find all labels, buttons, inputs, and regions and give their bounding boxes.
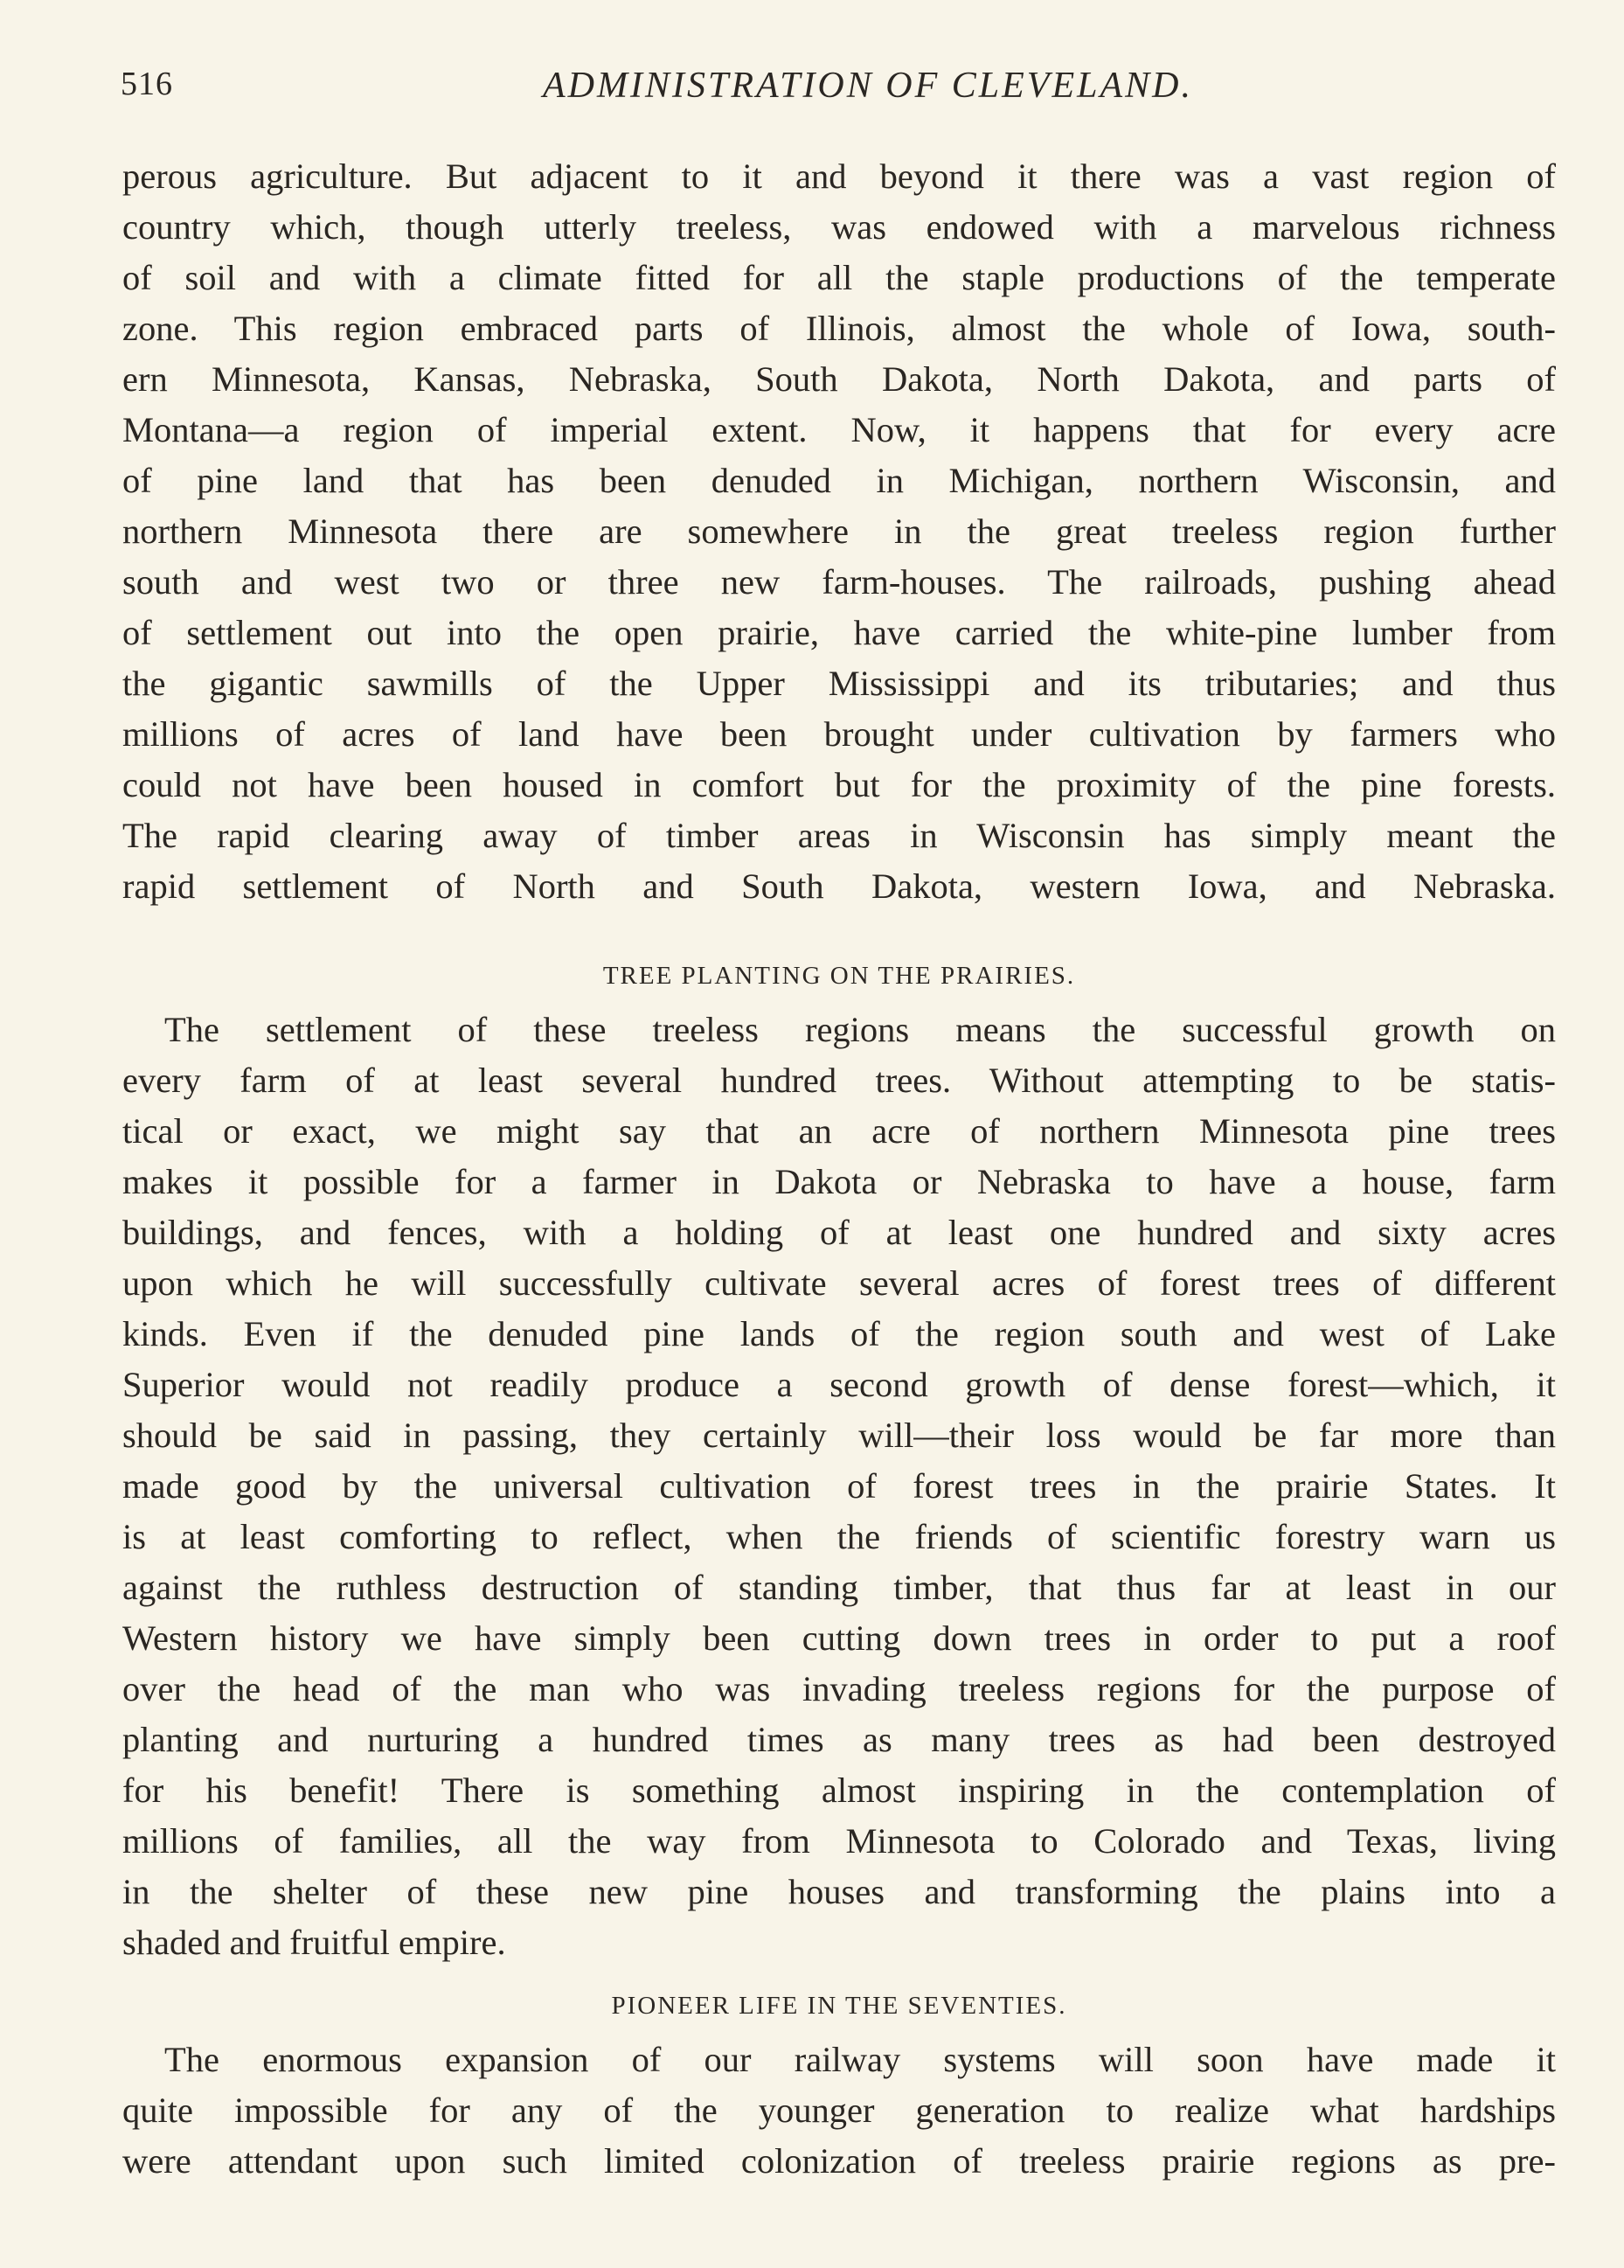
text-line: Superior would not readily produce a second growth of dense forest—which, it	[122, 1365, 1556, 1404]
text-line: could not have been housed in comfort but for the proximity of the pine forests.	[122, 765, 1556, 804]
text-line: against the ruthless destruction of standing timber, that thus far at least in our	[122, 1568, 1556, 1607]
text-line: perous agriculture. But adjacent to it and beyond it there was a vast region of	[122, 157, 1556, 196]
running-title: ADMINISTRATION OF CLEVELAND.	[543, 66, 1193, 106]
running-head	[121, 65, 1563, 117]
text-line: kinds. Even if the denuded pine lands of the region south and west of Lake	[122, 1314, 1556, 1353]
text-line: The settlement of these treeless regions means the successful growth on	[164, 1010, 1556, 1049]
text-line: rapid settlement of North and South Dakota, western Iowa, and Nebraska.	[122, 866, 1556, 906]
text-line: should be said in passing, they certainly will—their loss would be far more than	[122, 1416, 1556, 1455]
text-line: in the shelter of these new pine houses and transforming the plains into a	[122, 1872, 1556, 1911]
section-heading: PIONEER LIFE IN THE SEVENTIES.	[611, 1992, 1067, 2020]
text-line: millions of families, all the way from Minnesota to Colorado and Texas, living	[122, 1821, 1556, 1861]
text-line: zone. This region embraced parts of Illinois, almost the whole of Iowa, south-	[122, 309, 1556, 348]
text-line: for his benefit! There is something almost inspiring in the contemplation of	[122, 1771, 1556, 1810]
text-line: millions of acres of land have been brought under cultivation by farmers who	[122, 714, 1556, 754]
text-line: tical or exact, we might say that an acre of northern Minnesota pine trees	[122, 1111, 1556, 1151]
text-line: Western history we have simply been cutting down trees in order to put a roof	[122, 1618, 1556, 1658]
text-line: planting and nurturing a hundred times as many trees as had been destroyed	[122, 1720, 1556, 1759]
text-line: the gigantic sawmills of the Upper Mississippi and its tributaries; and thus	[122, 664, 1556, 703]
text-line: Montana—a region of imperial extent. Now, it happens that for every acre	[122, 410, 1556, 449]
text-line: shaded and fruitful empire.	[122, 1923, 506, 1962]
text-line: of soil and with a climate fitted for all the staple productions of the temperate	[122, 258, 1556, 297]
text-line: buildings, and fences, with a holding of at least one hundred and sixty acres	[122, 1213, 1556, 1252]
text-line: ern Minnesota, Kansas, Nebraska, South Dakota, North Dakota, and parts of	[122, 359, 1556, 399]
text-line: northern Minnesota there are somewhere in the great treeless region further	[122, 511, 1556, 551]
text-line: quite impossible for any of the younger generation to realize what hardships	[122, 2091, 1556, 2130]
text-line: The enormous expansion of our railway systems will soon have made it	[164, 2040, 1556, 2079]
text-line: every farm of at least several hundred trees. Without attempting to be statis-	[122, 1061, 1556, 1100]
text-line: makes it possible for a farmer in Dakota or Nebraska to have a house, farm	[122, 1162, 1556, 1201]
page-number: 516	[121, 66, 173, 102]
text-line: of settlement out into the open prairie, have carried the white-pine lumber from	[122, 613, 1556, 652]
text-line: is at least comforting to reflect, when the friends of scientific forestry warn us	[122, 1517, 1556, 1556]
text-line: over the head of the man who was invading treeless regions for the purpose of	[122, 1669, 1556, 1708]
text-line: south and west two or three new farm-houses. The railroads, pushing ahead	[122, 562, 1556, 602]
section-heading: TREE PLANTING ON THE PRAIRIES.	[602, 962, 1076, 990]
text-line: country which, though utterly treeless, was endowed with a marvelous richness	[122, 207, 1556, 247]
text-line: upon which he will successfully cultivate several acres of forest trees of different	[122, 1263, 1556, 1303]
text-line: of pine land that has been denuded in Michigan, northern Wisconsin, and	[122, 461, 1556, 500]
text-line: made good by the universal cultivation of forest trees in the prairie States. It	[122, 1466, 1556, 1506]
text-line: The rapid clearing away of timber areas in Wisconsin has simply meant the	[122, 816, 1556, 855]
text-line: were attendant upon such limited colonization of treeless prairie regions as pre-	[122, 2141, 1556, 2181]
